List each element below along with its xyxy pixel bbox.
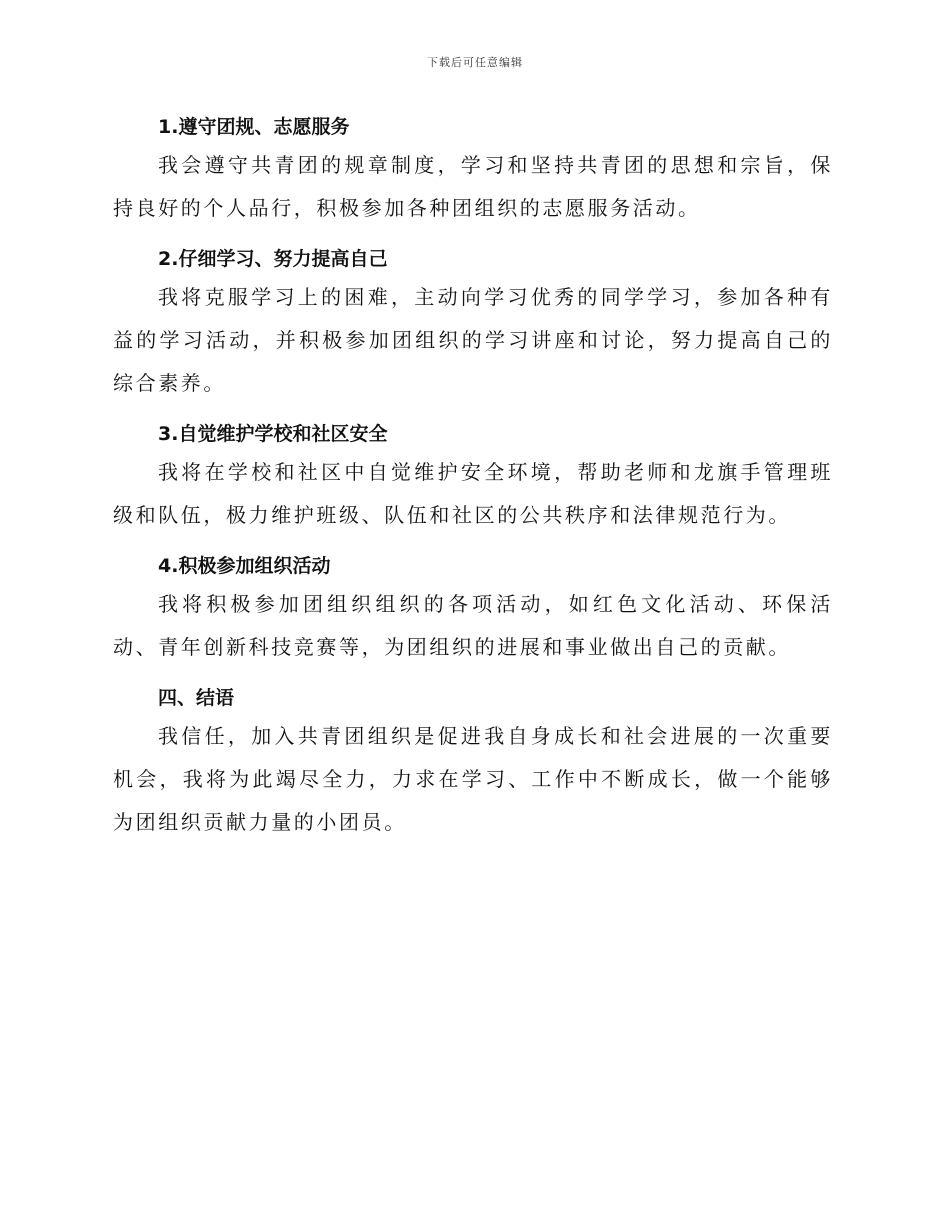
section-paragraph: 我将克服学习上的困难，主动向学习优秀的同学学习，参加各种有益的学习活动，并积极参加团组织的学习讲座和讨论，努力提高自己的综合素养。	[113, 285, 833, 395]
section-paragraph: 我将在学校和社区中自觉维护安全环境，帮助老师和龙旗手管理班级和队伍，极力维护班级、队伍和社区的公共秩序和法律规范行为。	[113, 460, 833, 527]
section-3	[113, 417, 833, 537]
section-heading: 四、结语	[158, 687, 235, 709]
section-conclusion	[113, 681, 833, 844]
section-heading: 1.遵守团规、志愿服务	[158, 116, 350, 138]
section-paragraph: 我会遵守共青团的规章制度，学习和坚持共青团的思想和宗旨，保持良好的个人品行，积极参加各种团组织的志愿服务活动。	[113, 153, 833, 220]
section-paragraph: 我将积极参加团组织组织的各项活动，如红色文化活动、环保活动、青年创新科技竞赛等，为团组织的进展和事业做出自己的贡献。	[113, 592, 833, 659]
section-2	[113, 242, 833, 405]
section-heading: 2.仔细学习、努力提高自己	[158, 248, 388, 270]
section-paragraph: 我信任，加入共青团组织是促进我自身成长和社会进展的一次重要机会，我将为此竭尽全力，力求在学习、工作中不断成长，做一个能够为团组织贡献力量的小团员。	[113, 724, 833, 834]
section-heading: 3.自觉维护学校和社区安全	[158, 423, 388, 445]
section-1	[113, 110, 833, 230]
document-body	[113, 110, 833, 856]
section-heading: 4.积极参加组织活动	[158, 555, 331, 577]
section-4	[113, 549, 833, 669]
page-header-note: 下载后可任意编辑	[427, 56, 523, 69]
